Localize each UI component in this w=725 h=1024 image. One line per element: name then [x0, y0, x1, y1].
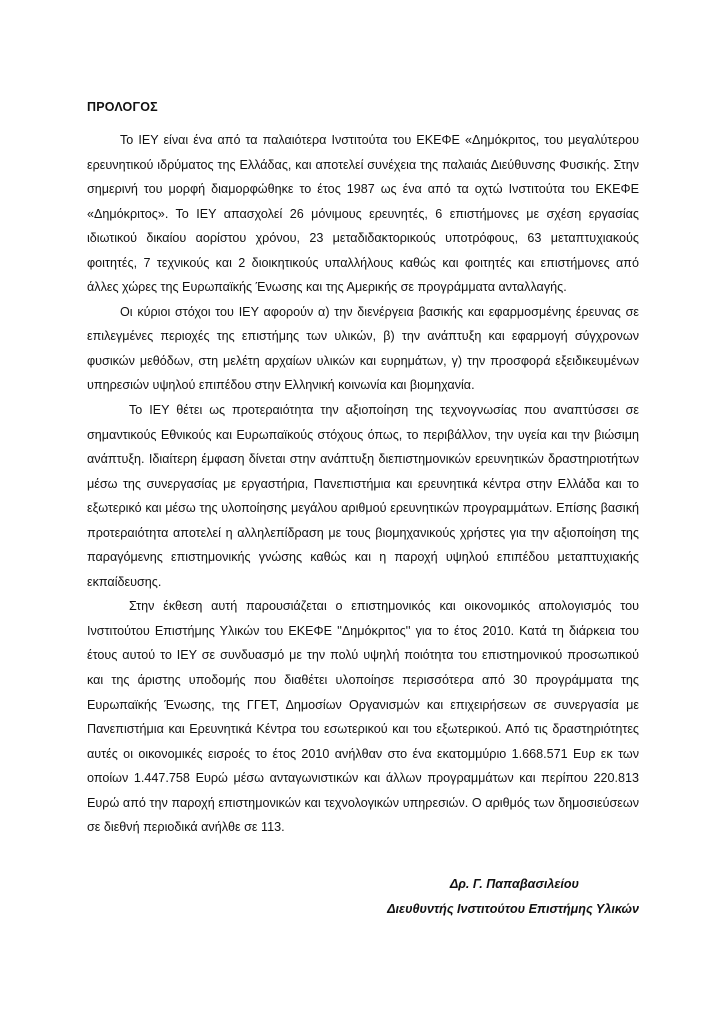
signature-block [387, 872, 639, 921]
paragraph-3: Το ΙΕΥ θέτει ως προτεραιότητα την αξιοποίηση της τεχνογνωσίας που αναπτύσσει σε σημαντικούς Εθνικούς και Ευρωπαϊκούς στόχους όπως, το περιβάλλον, την υγεία και την βιώσιμη ανάπτυξη. Ιδιαίτερη έμφαση δίνεται στην ανάπτυξη διεπιστημονικών ερευνητικών δραστηριοτήτων μέσω της συνεργασίας με εργαστήρια, Πανεπιστήμια και ερευνητικά κέντρα στην Ελλάδα και το εξωτερικό και μέσω της υλοποίησης μεγάλου αριθμού ερευνητικών προγραμμάτων. Επίσης βασική προτεραιότητα αποτελεί η αλληλεπίδραση με τους βιομηχανικούς χρήστες για την αξιοποίηση της παραγόμενης επιστημονικής γνώσης καθώς και η παροχή υψηλού επιπέδου μεταπτυχιακής εκπαίδευσης. [87, 403, 639, 589]
paragraph-4: Στην έκθεση αυτή παρουσιάζεται ο επιστημονικός και οικονομικός απολογισμός του Ινστιτούτου Επιστήμης Υλικών του ΕΚΕΦΕ ''Δημόκριτος'' για το έτος 2010. Κατά τη διάρκεια του έτους αυτού το ΙΕΥ σε συνδυασμό με την πολύ υψηλή ποιότητα του επιστημονικού προσωπικού και της άριστης υποδομής που διαθέτει υλοποίησε περισσότερα από 30 προγράμματα της Ευρωπαϊκής Ένωσης, της ΓΓΕΤ, Δημοσίων Οργανισμών και επιχειρήσεων σε συνεργασία με Πανεπιστήμια και Ερευνητικά Κέντρα του εσωτερικού και του εξωτερικού. Από τις δραστηριότητες αυτές οι οικονομικές εισροές το έτος 2010 ανήλθαν στο ένα εκατομμύριο 1.668.571 Ευρ εκ των οποίων 1.447.758 Ευρώ μέσω ανταγωνιστικών και άλλων προγραμμάτων και περίπου 220.813 Ευρώ από την παροχή επιστημονικών και τεχνολογικών υπηρεσιών. Ο αριθμός των δημοσιεύσεων σε διεθνή περιοδικά ανήλθε σε 113. [87, 599, 639, 835]
body-text [87, 128, 639, 840]
paragraph-2: Οι κύριοι στόχοι του ΙΕΥ αφορούν α) την διενέργεια βασικής και εφαρμοσμένης έρευνας σε επιλεγμένες περιοχές της επιστήμης των υλικών, β) την ανάπτυξη και εφαρμογή σύγχρονων φυσικών μεθόδων, στη μελέτη αρχαίων υλικών και ευρημάτων, γ) την προσφορά εξειδικευμένων υπηρεσιών υψηλού επιπέδου στην Ελληνική κοινωνία και βιομηχανία. [87, 304, 639, 393]
paragraph-1: Το ΙΕΥ είναι ένα από τα παλαιότερα Ινστιτούτα του ΕΚΕΦΕ «Δημόκριτος, του μεγαλύτερου ερευνητικού ιδρύματος της Ελλάδας, και αποτελεί συνέχεια της παλαιάς Διεύθυνσης Φυσικής. Στην σημερινή του μορφή διαμορφώθηκε το έτος 1987 ως ένα από τα οχτώ Ινστιτούτα του ΕΚΕΦΕ «Δημόκριτος». Το ΙΕΥ απασχολεί 26 μόνιμους ερευνητές, 6 επιστήμονες με σχέση εργασίας ιδιωτικού δικαίου αορίστου χρόνου, 23 μεταδιδακτορικούς υποτρόφους, 63 μεταπτυχιακούς φοιτητές, 7 τεχνικούς και 2 διοικητικούς υπαλλήλους καθώς και φοιτητές και επιστήμονες από άλλες χώρες της Ευρωπαϊκής Ένωσης και της Αμερικής σε προγράμματα ανταλλαγής. [87, 133, 639, 295]
page-title: ΠΡΟΛΟΓΟΣ [87, 100, 158, 114]
signatory-title: Διευθυντής Ινστιτούτου Επιστήμης Υλικών [387, 901, 639, 916]
signatory-name: Δρ. Γ. Παπαβασιλείου [449, 877, 579, 891]
